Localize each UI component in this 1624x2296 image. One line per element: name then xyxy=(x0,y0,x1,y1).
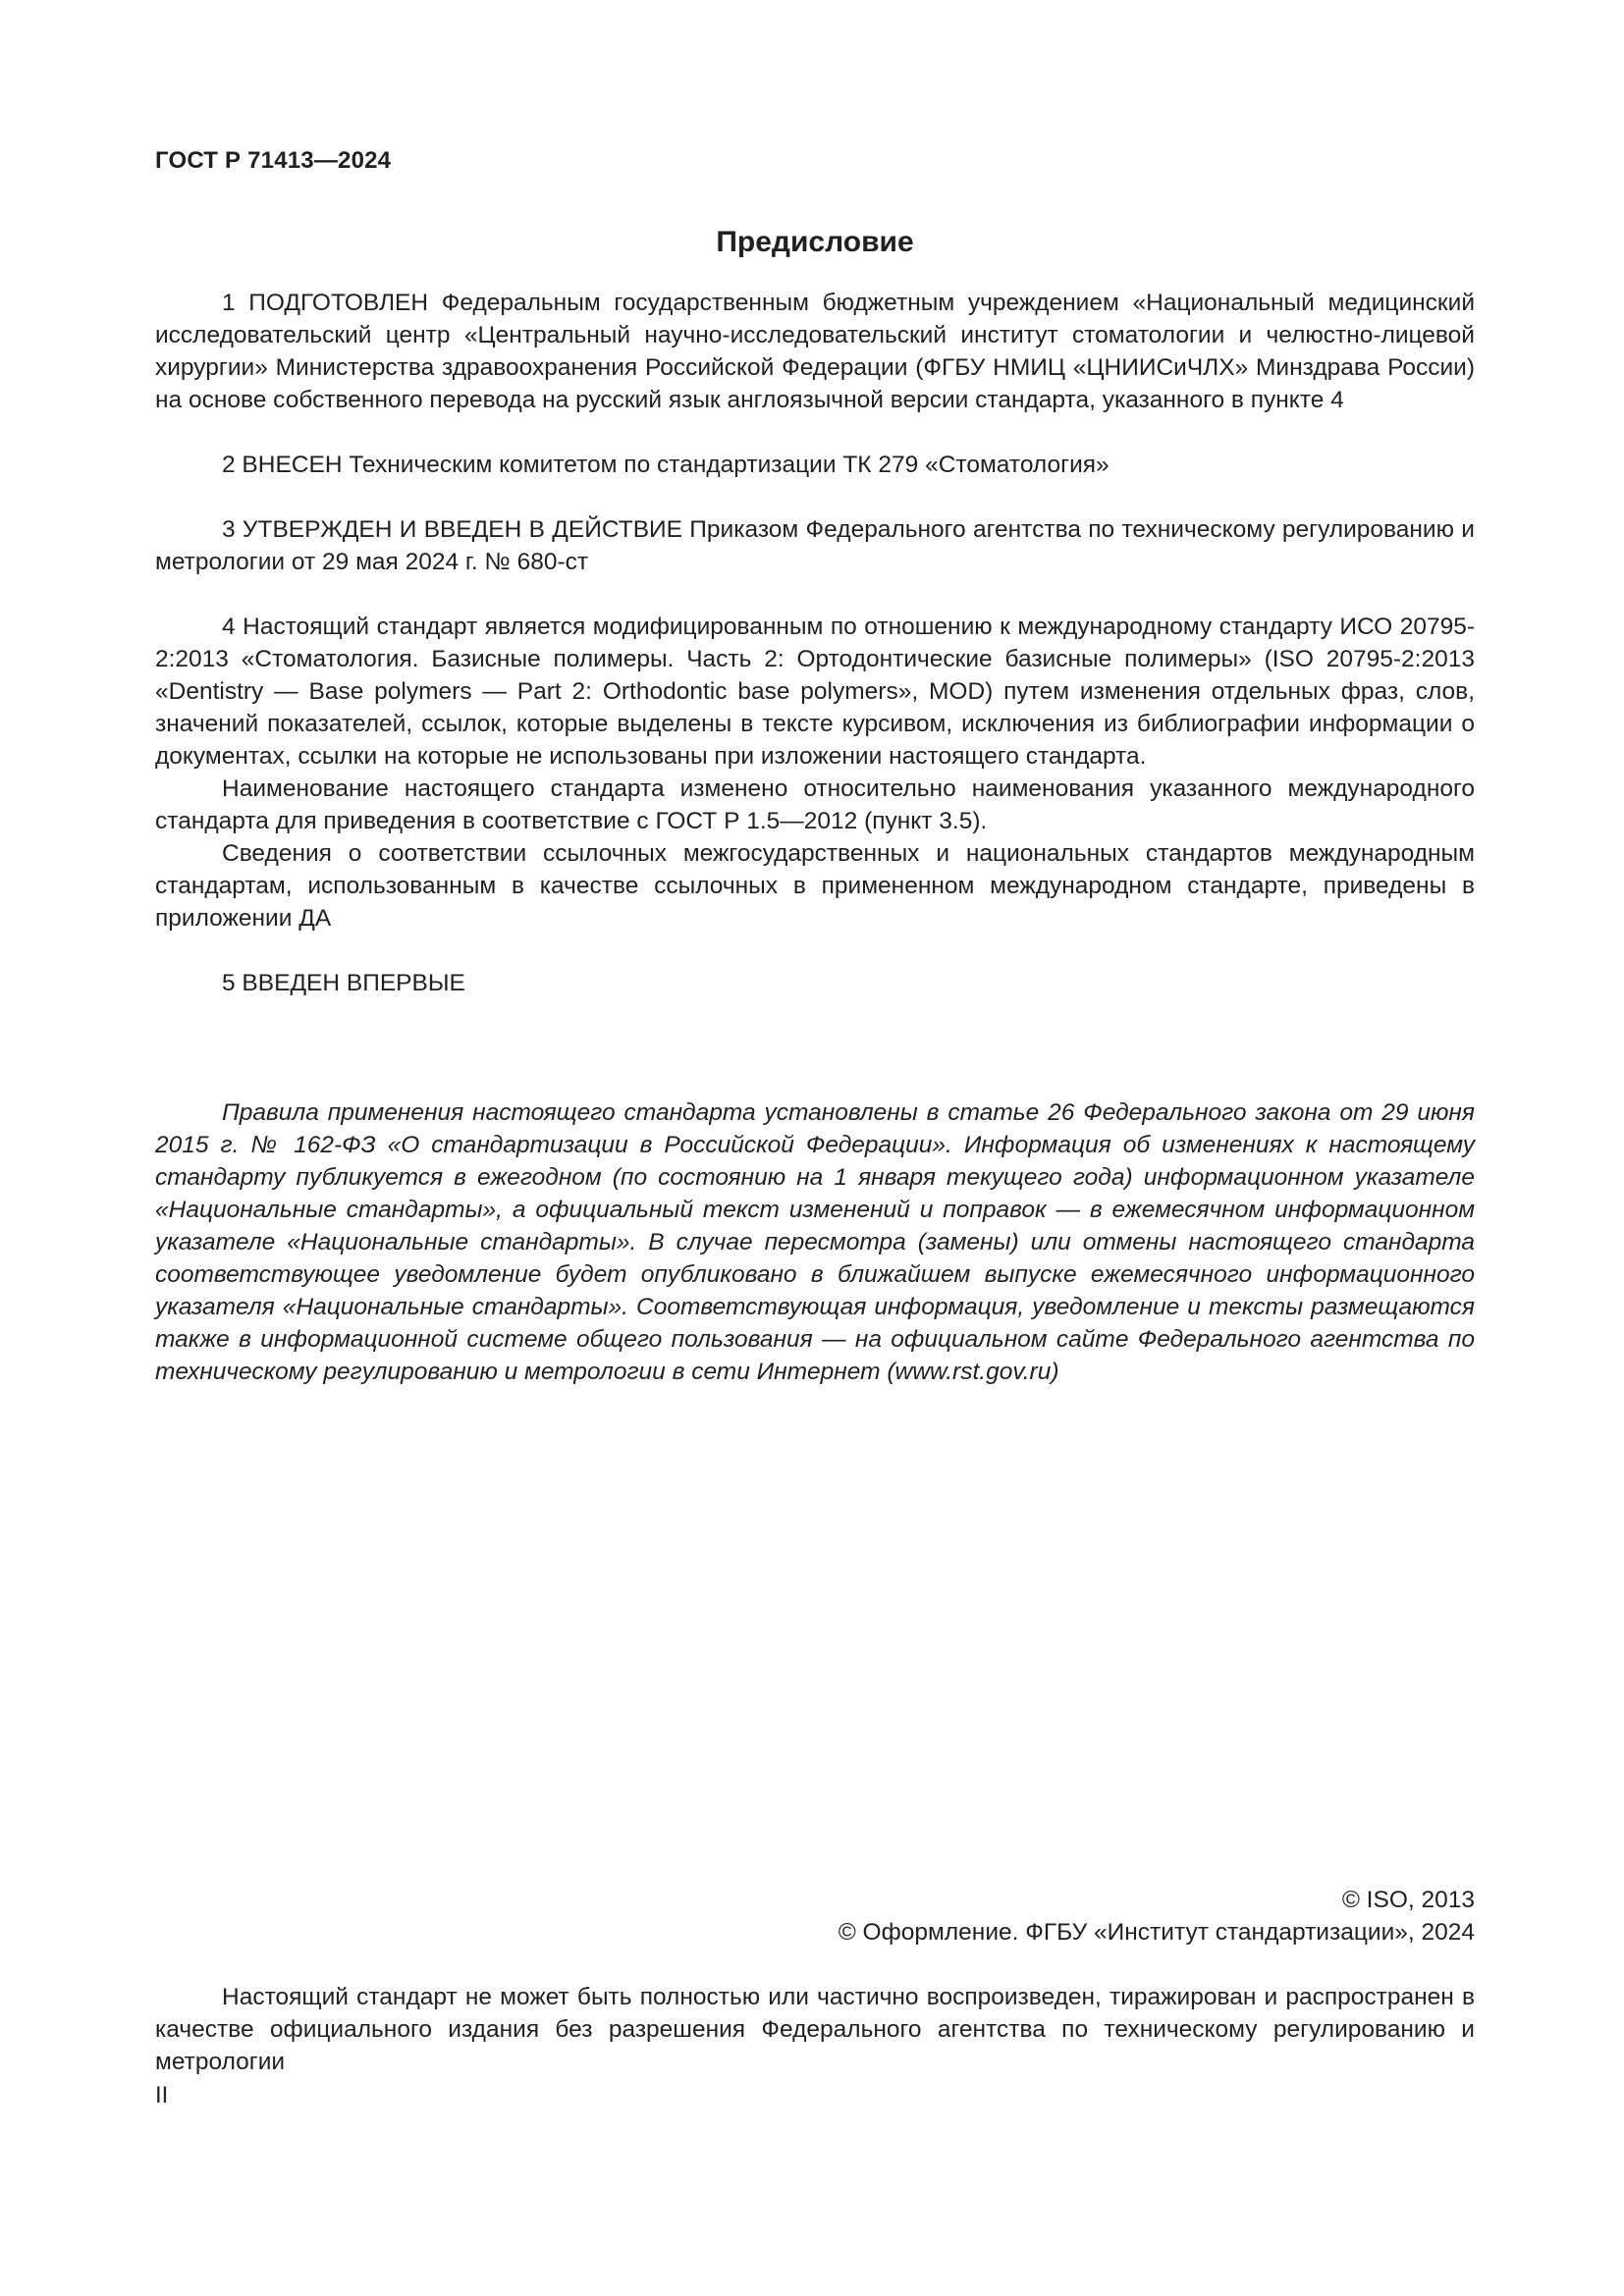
application-rules-note: Правила применения настоящего стандарта установлены в статье 26 Федерального закона от 29 июня 2015 г. № 162-ФЗ «О стандартизации в Российской Федерации». Информация об изменениях к настоящему стандарту публикуется в ежегодном (по состоянию на 1 января текущего года) информационном указателе «Национальные стандарты», а официальный текст изменений и поправок — в ежемесячном информационном указателе «Национальные стандарты». В случае пересмотра (замены) или отмены настоящего стандарта соответствующее уведомление будет опубликовано в ближайшем выпуске ежемесячного информационного указателя «Национальные стандарты». Соответствующая информация, уведомление и тексты размещаются также в информационной системе общего пользования — на официальном сайте Федерального агентства по техническому регулированию и метрологии в сети Интернет (www.rst.gov.ru) xyxy=(155,1099,1475,1385)
preface-item-2: 2 ВНЕСЕН Техническим комитетом по стандартизации ТК 279 «Стоматология» xyxy=(222,452,1110,478)
preface-item-4-references: Сведения о соответствии ссылочных межгосударственных и национальных стандартов международным стандартам, использованным в качестве ссылочных в примененном международном стандарте, приведены в приложении ДА xyxy=(155,840,1475,932)
reproduction-notice-text: Настоящий стандарт не может быть полностью или частично воспроизведен, тиражирован и распространен в качестве официального издания без разрешения Федерального агентства по техническому регулированию и метрологии xyxy=(155,1984,1475,2075)
preface-item-3: 3 УТВЕРЖДЕН И ВВЕДЕН В ДЕЙСТВИЕ Приказом Федерального агентства по техническому регулированию и метрологии от 29 мая 2024 г. № 680-ст xyxy=(155,516,1475,575)
standard-code-header: ГОСТ Р 71413—2024 xyxy=(155,147,392,174)
page-title: Предисловие xyxy=(716,226,914,258)
copyright-iso: © ISO, 2013 xyxy=(1341,1887,1475,1913)
preface-item-5: 5 ВВЕДЕН ВПЕРВЫЕ xyxy=(222,970,465,996)
preface-item-4-name-change: Наименование настоящего стандарта изменено относительно наименования указанного международного стандарта для приведения в соответствие с ГОСТ Р 1.5—2012 (пункт 3.5). xyxy=(155,775,1475,834)
preface-item-1: 1 ПОДГОТОВЛЕН Федеральным государственным бюджетным учреждением «Национальный медицинский исследовательский центр «Центральный научно-исследовательский институт стоматологии и челюстно-лицевой хирургии» Министерства здравоохранения Российской Федерации (ФГБУ НМИЦ «ЦНИИСиЧЛХ» Минздрава России) на основе собственного перевода на русский язык англоязычной версии стандарта, указанного в пункте 4 xyxy=(155,290,1475,413)
reproduction-notice xyxy=(155,1981,1475,2078)
preface-item-4: 4 Настоящий стандарт является модифицированным по отношению к международному стандарту ИСО 20795-2:2013 «Стоматология. Базисные полимеры. Часть 2: Ортодонтические базисные полимеры» (ISO 20795-2:2013 «Dentistry — Base polymers — Part 2: Orthodontic base polymers», MOD) путем изменения отдельных фраз, слов, значений показателей, ссылок, которые выделены в тексте курсивом, исключения из библиографии информации о документах, ссылки на которые не использованы при изложении настоящего стандарта. xyxy=(155,614,1475,770)
copyright-block xyxy=(839,1884,1475,1949)
copyright-design: © Оформление. ФГБУ «Институт стандартизации», 2024 xyxy=(838,1919,1475,1946)
page-number: II xyxy=(155,2082,169,2109)
preface-body xyxy=(155,287,1475,1388)
